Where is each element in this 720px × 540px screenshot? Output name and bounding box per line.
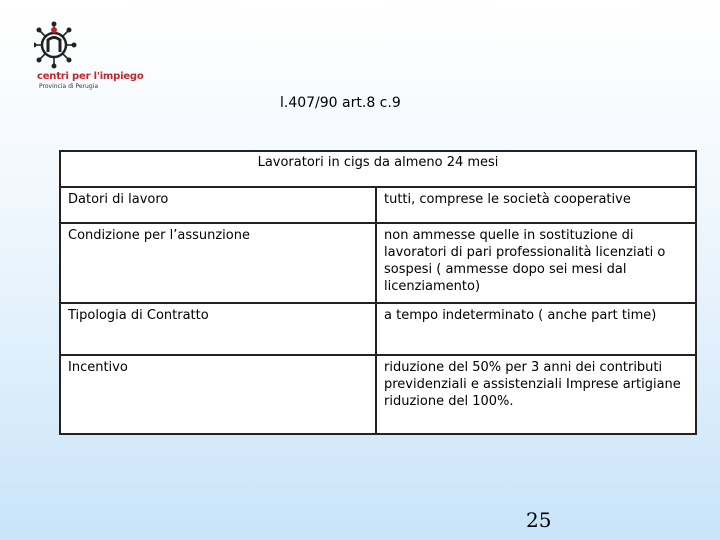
logo-name: centri per l'impiego	[37, 71, 144, 82]
row-value: a tempo indeterminato ( anche part time)	[376, 303, 696, 355]
page-number: 25	[526, 508, 552, 532]
table-row	[60, 303, 696, 355]
row-label: Incentivo	[60, 355, 376, 434]
row-label: Condizione per l’assunzione	[60, 223, 376, 303]
table-title: Lavoratori in cigs da almeno 24 mesi	[60, 151, 696, 187]
row-value: riduzione del 50% per 3 anni dei contributi previdenziali e assistenziali Imprese artigiane riduzione del 100%.	[376, 355, 696, 434]
row-value: tutti, comprese le società cooperative	[376, 187, 696, 223]
row-label: Tipologia di Contratto	[60, 303, 376, 355]
page-heading: l.407/90 art.8 c.9	[280, 95, 401, 111]
table-header-row	[60, 151, 696, 187]
row-value: non ammesse quelle in sostituzione di lavoratori di pari professionalità licenziati o sospesi ( ammesse dopo sei mesi dal licenziamento)	[376, 223, 696, 303]
table-row	[60, 355, 696, 434]
table-row	[60, 223, 696, 303]
row-label: Datori di lavoro	[60, 187, 376, 223]
table-row	[60, 187, 696, 223]
info-table	[59, 150, 697, 435]
logo-subtitle: Provincia di Perugia	[39, 83, 98, 90]
